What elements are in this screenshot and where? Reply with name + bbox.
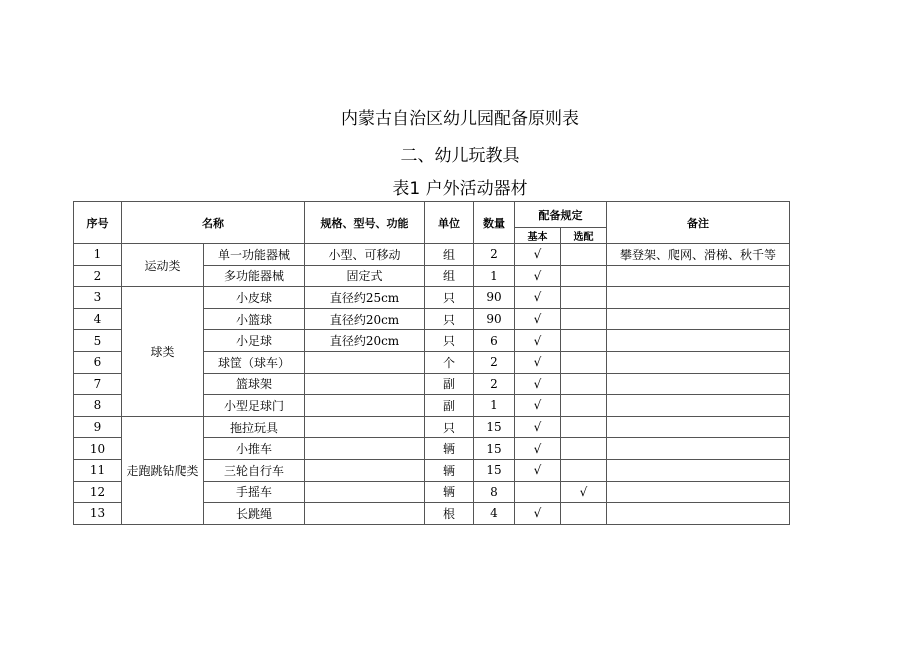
cell-basic: √ [515, 330, 561, 352]
header-optional: 选配 [561, 228, 607, 244]
cell-qty: 8 [474, 481, 515, 503]
cell-unit: 副 [425, 373, 474, 395]
cell-name: 小足球 [204, 330, 305, 352]
group-cell: 球类 [122, 287, 204, 417]
cell-no: 1 [74, 244, 122, 266]
cell-unit: 辆 [425, 438, 474, 460]
group-cell: 走跑跳钻爬类 [122, 416, 204, 524]
cell-basic: √ [515, 503, 561, 525]
header-name: 名称 [122, 202, 305, 244]
cell-optional: √ [561, 481, 607, 503]
header-spec: 规格、型号、功能 [305, 202, 425, 244]
cell-qty: 6 [474, 330, 515, 352]
cell-name: 拖拉玩具 [204, 416, 305, 438]
cell-unit: 副 [425, 395, 474, 417]
cell-name: 单一功能器械 [204, 244, 305, 266]
cell-spec [305, 481, 425, 503]
cell-notes [607, 308, 790, 330]
cell-qty: 2 [474, 244, 515, 266]
cell-spec: 固定式 [305, 265, 425, 287]
cell-name: 长跳绳 [204, 503, 305, 525]
cell-name: 小推车 [204, 438, 305, 460]
group-cell: 运动类 [122, 244, 204, 287]
header-basic: 基本 [515, 228, 561, 244]
cell-no: 13 [74, 503, 122, 525]
cell-name: 小皮球 [204, 287, 305, 309]
cell-spec [305, 416, 425, 438]
cell-no: 5 [74, 330, 122, 352]
cell-name: 手摇车 [204, 481, 305, 503]
cell-unit: 个 [425, 351, 474, 373]
cell-notes [607, 351, 790, 373]
cell-unit: 组 [425, 265, 474, 287]
cell-unit: 辆 [425, 459, 474, 481]
header-notes: 备注 [607, 202, 790, 244]
cell-unit: 组 [425, 244, 474, 266]
cell-name: 多功能器械 [204, 265, 305, 287]
cell-spec [305, 351, 425, 373]
cell-optional [561, 351, 607, 373]
header-config: 配备规定 [515, 202, 607, 228]
cell-qty: 1 [474, 395, 515, 417]
cell-basic: √ [515, 373, 561, 395]
cell-optional [561, 330, 607, 352]
cell-basic: √ [515, 438, 561, 460]
header-qty: 数量 [474, 202, 515, 244]
table-row [74, 287, 790, 309]
cell-optional [561, 395, 607, 417]
cell-basic: √ [515, 265, 561, 287]
cell-optional [561, 308, 607, 330]
table-row [74, 244, 790, 266]
table-row [74, 416, 790, 438]
cell-optional [561, 416, 607, 438]
cell-optional [561, 244, 607, 266]
cell-qty: 2 [474, 373, 515, 395]
cell-notes [607, 395, 790, 417]
cell-optional [561, 287, 607, 309]
cell-qty: 90 [474, 287, 515, 309]
cell-no: 10 [74, 438, 122, 460]
cell-optional [561, 503, 607, 525]
cell-spec: 直径约20cm [305, 330, 425, 352]
cell-name: 球筐（球车） [204, 351, 305, 373]
cell-spec [305, 395, 425, 417]
cell-no: 7 [74, 373, 122, 395]
cell-notes [607, 330, 790, 352]
cell-spec: 小型、可移动 [305, 244, 425, 266]
cell-qty: 90 [474, 308, 515, 330]
cell-qty: 1 [474, 265, 515, 287]
cell-basic [515, 481, 561, 503]
cell-no: 9 [74, 416, 122, 438]
cell-notes [607, 416, 790, 438]
cell-basic: √ [515, 287, 561, 309]
cell-unit: 辆 [425, 481, 474, 503]
cell-spec: 直径约25cm [305, 287, 425, 309]
table-header [74, 202, 790, 244]
cell-no: 6 [74, 351, 122, 373]
cell-notes [607, 481, 790, 503]
cell-notes [607, 373, 790, 395]
cell-basic: √ [515, 308, 561, 330]
cell-no: 12 [74, 481, 122, 503]
cell-unit: 只 [425, 416, 474, 438]
cell-spec: 直径约20cm [305, 308, 425, 330]
table-title: 表1 户外活动器材 [392, 179, 528, 199]
cell-qty: 4 [474, 503, 515, 525]
cell-notes: 攀登架、爬网、滑梯、秋千等 [607, 244, 790, 266]
cell-basic: √ [515, 395, 561, 417]
cell-notes [607, 265, 790, 287]
cell-notes [607, 503, 790, 525]
cell-qty: 2 [474, 351, 515, 373]
cell-qty: 15 [474, 416, 515, 438]
cell-name: 小篮球 [204, 308, 305, 330]
cell-basic: √ [515, 351, 561, 373]
cell-basic: √ [515, 416, 561, 438]
cell-unit: 根 [425, 503, 474, 525]
cell-optional [561, 438, 607, 460]
cell-qty: 15 [474, 438, 515, 460]
cell-name: 三轮自行车 [204, 459, 305, 481]
cell-no: 11 [74, 459, 122, 481]
header-unit: 单位 [425, 202, 474, 244]
cell-optional [561, 373, 607, 395]
equipment-table [73, 201, 790, 525]
cell-no: 3 [74, 287, 122, 309]
cell-basic: √ [515, 244, 561, 266]
document-title: 内蒙古自治区幼儿园配备原则表 [341, 109, 579, 129]
cell-basic: √ [515, 459, 561, 481]
cell-unit: 只 [425, 308, 474, 330]
cell-spec [305, 459, 425, 481]
header-no: 序号 [74, 202, 122, 244]
cell-notes [607, 438, 790, 460]
cell-spec [305, 373, 425, 395]
table-body [74, 244, 790, 525]
cell-no: 4 [74, 308, 122, 330]
cell-qty: 15 [474, 459, 515, 481]
cell-notes [607, 287, 790, 309]
cell-unit: 只 [425, 330, 474, 352]
cell-unit: 只 [425, 287, 474, 309]
cell-optional [561, 459, 607, 481]
cell-no: 2 [74, 265, 122, 287]
section-title: 二、幼儿玩教具 [400, 146, 520, 166]
cell-optional [561, 265, 607, 287]
cell-spec [305, 438, 425, 460]
cell-name: 篮球架 [204, 373, 305, 395]
cell-notes [607, 459, 790, 481]
cell-no: 8 [74, 395, 122, 417]
cell-spec [305, 503, 425, 525]
cell-name: 小型足球门 [204, 395, 305, 417]
